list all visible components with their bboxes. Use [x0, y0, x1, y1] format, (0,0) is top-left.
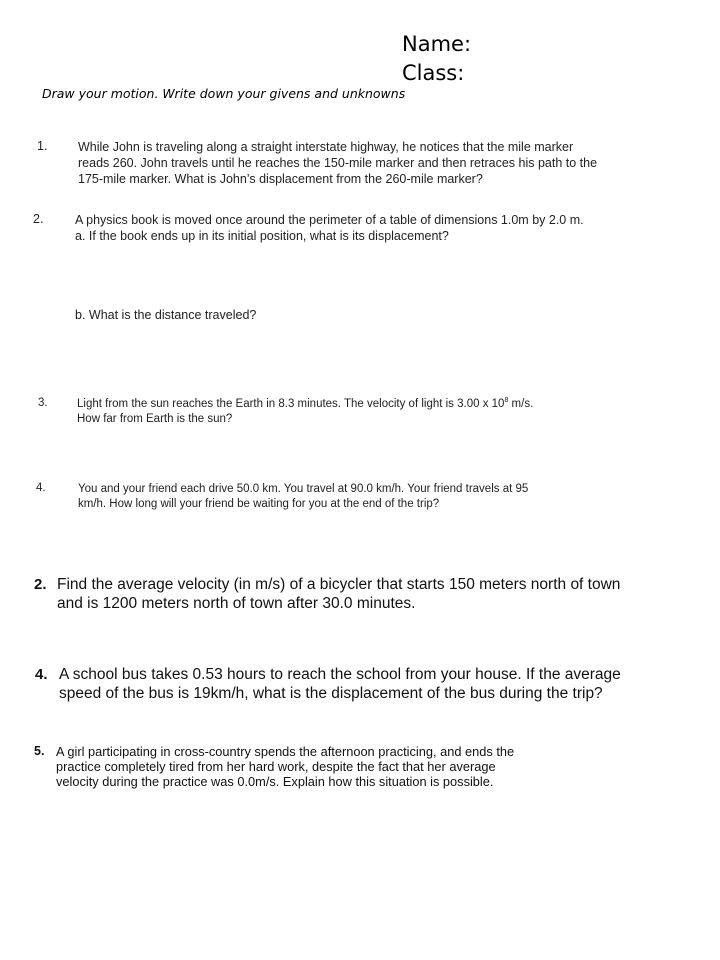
- question-4-line: km/h. How long will your friend be waiting for you at the end of the trip?: [78, 498, 440, 510]
- question-3-line1-suffix: m/s.: [508, 398, 534, 410]
- question-4-line: You and your friend each drive 50.0 km. You travel at 90.0 km/h. Your friend travels at 95: [78, 483, 529, 495]
- question-2-part-b: b. What is the distance traveled?: [75, 308, 257, 322]
- question-3-number: 3.: [38, 397, 48, 409]
- question-2b-text: [57, 575, 620, 613]
- question-3-line1: [77, 397, 533, 412]
- question-5-line: velocity during the practice was 0.0m/s. Explain how this situation is possible.: [56, 774, 494, 789]
- question-3-exponent: 8: [504, 397, 509, 404]
- question-5-line: practice completely tired from her hard work, despite the fact that her average: [56, 759, 496, 774]
- question-2b-line: Find the average velocity (in m/s) of a bicycler that starts 150 meters north of town: [57, 576, 621, 593]
- question-2-number: 2.: [33, 212, 44, 226]
- question-1-line: reads 260. John travels until he reaches the 150-mile marker and then retraces his path to the: [78, 156, 598, 170]
- question-5-line: A girl participating in cross-country spends the afternoon practicing, and ends the: [56, 744, 515, 759]
- question-2b-line: and is 1200 meters north of town after 30.0 minutes.: [57, 595, 416, 612]
- question-4-number: 4.: [36, 482, 46, 494]
- question-3-line2: How far from Earth is the sun?: [77, 413, 233, 425]
- question-4b-line: A school bus takes 0.53 hours to reach the school from your house. If the average: [59, 666, 621, 683]
- question-1-line: While John is traveling along a straight interstate highway, he notices that the mile marker: [78, 140, 574, 154]
- question-4-text: [78, 482, 528, 512]
- class-label: Class:: [402, 61, 465, 85]
- question-5-number: 5.: [34, 744, 45, 758]
- question-4b-text: [59, 665, 621, 703]
- name-label: Name:: [402, 32, 472, 56]
- question-2-line1: A physics book is moved once around the perimeter of a table of dimensions 1.0m by 2.0 m.: [75, 213, 584, 227]
- question-3-line1-prefix: Light from the sun reaches the Earth in 8.3 minutes. The velocity of light is 3.00 x 10: [77, 398, 505, 410]
- question-3-text: [77, 397, 533, 427]
- question-1-number: 1.: [37, 139, 48, 153]
- question-1-line: 175-mile marker. What is John’s displacement from the 260-mile marker?: [78, 172, 483, 186]
- question-1-text: [78, 139, 597, 187]
- question-2-part-a: a. If the book ends up in its initial position, what is its displacement?: [75, 229, 449, 243]
- question-4b-number: 4.: [35, 666, 48, 683]
- question-4b-line: speed of the bus is 19km/h, what is the displacement of the bus during the trip?: [59, 685, 603, 702]
- question-5-text: [56, 744, 514, 789]
- question-2b-number: 2.: [34, 576, 47, 593]
- instructions-text: Draw your motion. Write down your givens and unknowns: [42, 86, 406, 101]
